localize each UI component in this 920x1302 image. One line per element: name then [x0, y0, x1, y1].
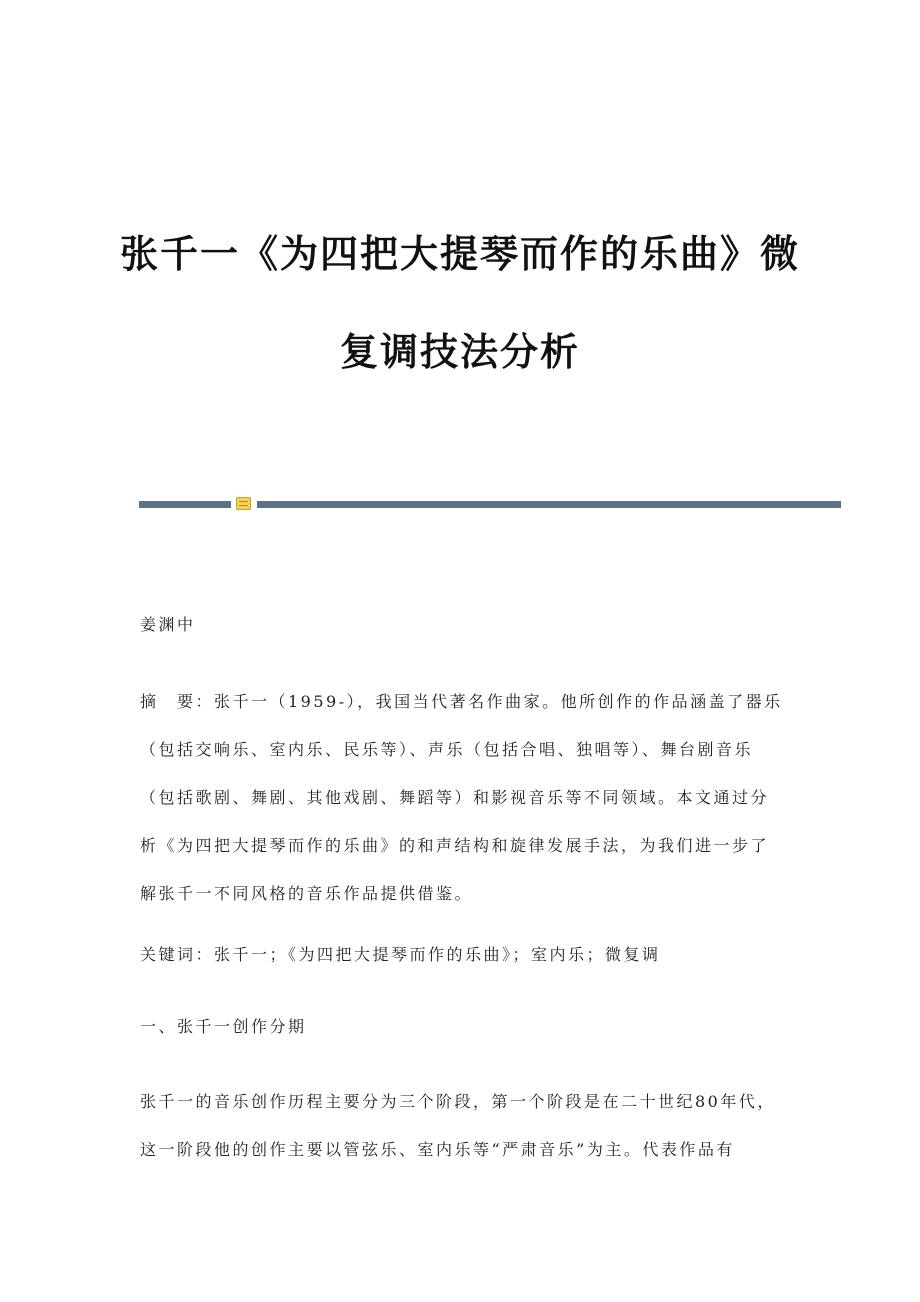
keywords-line: 关键词：张千一；《为四把大提琴而作的乐曲》；室内乐；微复调 — [140, 945, 661, 964]
divider-bar-left — [139, 501, 231, 508]
abstract-line: 摘 要：张千一（1959-），我国当代著名作曲家。他所创作的作品涵盖了器乐 — [140, 692, 783, 711]
body-line: 这一阶段他的创作主要以管弦乐、室内乐等“严肃音乐”为主。代表作品有 — [140, 1140, 735, 1159]
divider-bar-right — [257, 501, 841, 508]
document-title-line-2: 复调技法分析 — [339, 329, 580, 374]
abstract-paragraph — [140, 678, 783, 918]
abstract-line: （包括歌剧、舞剧、其他戏剧、舞蹈等）和影视音乐等不同领域。本文通过分 — [140, 788, 770, 807]
abstract-line: （包括交响乐、室内乐、民乐等）、声乐（包括合唱、独唱等）、舞台剧音乐 — [140, 740, 754, 759]
body-paragraph — [140, 1078, 780, 1174]
abstract-line: 解张千一不同风格的音乐作品提供借鉴。 — [140, 884, 474, 903]
divider-ornament-icon — [236, 497, 251, 510]
body-line: 张千一的音乐创作历程主要分为三个阶段，第一个阶段是在二十世纪80年代， — [140, 1092, 776, 1111]
title-divider — [139, 496, 841, 512]
author-name: 姜渊中 — [140, 615, 196, 634]
section-heading: 一、张千一创作分期 — [140, 1017, 307, 1036]
document-title-line-1: 张千一《为四把大提琴而作的乐曲》微 — [119, 231, 800, 276]
abstract-line: 析《为四把大提琴而作的乐曲》的和声结构和旋律发展手法，为我们进一步了 — [140, 836, 770, 855]
